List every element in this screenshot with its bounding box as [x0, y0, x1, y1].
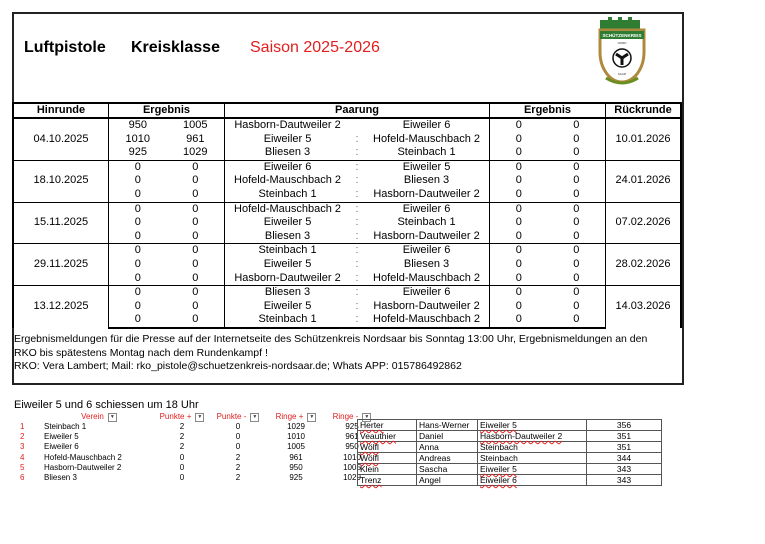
match-row — [13, 188, 681, 202]
rueck-score-away: 0 — [548, 174, 606, 188]
away-team: Hofeld-Mauschbach 2 — [364, 133, 490, 147]
hin-score-home: 1010 — [125, 132, 150, 145]
rings-minus: 1005 — [343, 462, 361, 472]
rings-plus: 1029 — [287, 422, 305, 431]
rueck-score-away: 0 — [548, 272, 606, 286]
hinrunde-date: 15.11.2025 — [13, 202, 109, 244]
points-minus: 2 — [235, 452, 241, 462]
match-row — [13, 313, 681, 328]
hin-score-away: 0 — [167, 202, 225, 216]
club-name: Steinbach 1 — [44, 422, 87, 431]
hin-score-home: 0 — [134, 229, 141, 242]
schedule-table — [12, 102, 682, 329]
rueck-score-home: 0 — [490, 160, 548, 174]
rings-minus: 925 — [345, 422, 359, 431]
hinrunde-date: 18.10.2025 — [13, 160, 109, 202]
pairing-separator: : — [355, 187, 359, 200]
rueck-score-away: 0 — [548, 118, 606, 133]
standings-row — [18, 442, 380, 452]
standings-header-row — [18, 412, 380, 422]
away-team: Eiweiler 6 — [364, 286, 490, 300]
rueck-score-home: 0 — [515, 119, 522, 131]
match-row — [13, 258, 681, 272]
hin-score-home: 950 — [128, 119, 147, 131]
home-team: Eiweiler 5 — [263, 132, 312, 145]
season-title: Saison 2025-2026 — [250, 39, 380, 56]
away-team: Hofeld-Mauschbach 2 — [364, 313, 490, 328]
rueckrunde-date: 14.03.2026 — [606, 286, 682, 328]
hin-score-home: 0 — [109, 160, 167, 174]
rank-number: 1 — [20, 422, 25, 431]
pairing-separator: : — [350, 313, 364, 328]
hin-score-home: 0 — [134, 174, 141, 187]
hin-score-away: 0 — [167, 216, 225, 230]
away-team: Bliesen 3 — [364, 258, 490, 272]
home-team: Hofeld-Mauschbach 2 — [225, 202, 351, 216]
away-team: Eiweiler 6 — [364, 118, 490, 133]
shooter-club: Steinbach — [478, 453, 587, 464]
col-paarung: Paarung — [225, 103, 490, 118]
hin-score-home: 0 — [134, 216, 141, 229]
shooters-table — [357, 419, 662, 486]
home-team: Bliesen 3 — [264, 229, 311, 242]
standings-row — [18, 432, 380, 442]
home-team: Steinbach 1 — [225, 313, 351, 328]
pairing-separator: : — [350, 202, 364, 216]
away-team: Bliesen 3 — [364, 174, 490, 188]
rueck-score-away: 0 — [548, 313, 606, 328]
shooter-score: 351 — [587, 442, 662, 453]
away-team: Steinbach 1 — [364, 216, 490, 230]
col-verein: Verein — [81, 412, 104, 422]
club-logo-icon — [596, 16, 648, 90]
hinrunde-date: 04.10.2025 — [13, 118, 109, 160]
shooter-row — [358, 453, 662, 464]
standings-row — [18, 453, 380, 463]
col-ringe-minus: Ringe - — [332, 412, 359, 422]
points-minus: 0 — [235, 442, 241, 452]
rueckrunde-date: 10.01.2026 — [606, 118, 682, 160]
rueck-score-away: 0 — [548, 133, 606, 147]
home-team: Bliesen 3 — [225, 286, 351, 300]
pairing-separator — [350, 118, 364, 133]
hin-score-away: 0 — [167, 174, 225, 188]
schedule-header-row — [13, 103, 681, 118]
hin-score-away: 0 — [167, 188, 225, 202]
match-row — [13, 202, 681, 216]
rank-number: 5 — [20, 462, 25, 472]
hin-score-away: 0 — [167, 300, 225, 314]
home-team: Steinbach 1 — [225, 244, 351, 258]
shooter-first-name: Daniel — [417, 431, 478, 442]
rank-number: 2 — [20, 432, 25, 442]
rings-minus: 961 — [345, 432, 359, 442]
shooter-score: 351 — [587, 431, 662, 442]
club-name: Hofeld-Mauschbach 2 — [44, 452, 122, 462]
club-name: Hasborn-Dautweiler 2 — [44, 462, 122, 472]
home-team: Hasborn-Dautweiler 2 — [234, 119, 341, 131]
pairing-separator: : — [350, 244, 364, 258]
shooter-score: 356 — [587, 420, 662, 431]
home-team: Eiweiler 5 — [263, 216, 312, 229]
shooter-row — [358, 420, 662, 431]
rueck-score-home: 0 — [515, 187, 522, 200]
away-team: Hasborn-Dautweiler 2 — [364, 188, 490, 202]
points-minus: 2 — [235, 473, 241, 483]
hin-score-home: 0 — [134, 257, 141, 270]
rank-number: 3 — [20, 442, 25, 452]
shooter-last-name: Herter — [358, 420, 417, 431]
hin-score-away: 0 — [167, 272, 225, 286]
col-punkte-plus: Punkte + — [159, 412, 192, 422]
points-plus: 2 — [179, 442, 185, 452]
shooter-first-name: Hans-Werner — [417, 420, 478, 431]
shooter-row — [358, 442, 662, 453]
rueck-score-home: 0 — [490, 313, 548, 328]
rings-minus: 1010 — [343, 452, 361, 462]
shooter-first-name: Anna — [417, 442, 478, 453]
hin-score-away: 1029 — [167, 146, 225, 160]
pairing-separator: : — [355, 174, 359, 187]
hin-score-home: 0 — [134, 271, 141, 284]
rueck-score-home: 0 — [515, 229, 522, 242]
discipline-title: Luftpistole — [24, 39, 106, 56]
home-team: Steinbach 1 — [258, 187, 317, 200]
shooter-first-name: Sascha — [417, 464, 478, 475]
shooter-club: Eiweiler 6 — [478, 475, 587, 486]
points-plus: 0 — [179, 473, 185, 483]
rueckrunde-date: 07.02.2026 — [606, 202, 682, 244]
points-plus: 2 — [179, 422, 185, 431]
hin-score-home: 0 — [109, 202, 167, 216]
match-row — [13, 160, 681, 174]
points-minus: 2 — [235, 462, 241, 472]
hin-score-home: 0 — [134, 187, 141, 200]
pairing-separator: : — [355, 216, 359, 229]
match-row — [13, 216, 681, 230]
col-ringe-plus: Ringe + — [275, 412, 304, 422]
match-row — [13, 118, 681, 133]
rueck-score-away: 0 — [548, 202, 606, 216]
rank-number: 4 — [20, 452, 25, 462]
shooter-last-name: Wölfl — [358, 453, 417, 464]
note-line-3: RKO: Vera Lambert; Mail: rko_pistole@schuetzenkreis-nordsaar.de; Whats APP: 015786492862 — [14, 360, 462, 372]
shooter-club: Steinbach — [478, 442, 587, 453]
col-ergebnis-rueck: Ergebnis — [490, 103, 606, 118]
pairing-separator: : — [350, 160, 364, 174]
match-row — [13, 230, 681, 244]
home-team: Hasborn-Dautweiler 2 — [234, 271, 341, 284]
hin-score-away: 961 — [167, 133, 225, 147]
rings-plus: 925 — [289, 473, 303, 483]
filter-dropdown-icon[interactable]: ▼ — [307, 413, 316, 422]
club-name: Eiweiler 6 — [44, 442, 79, 452]
rueck-score-home: 0 — [490, 244, 548, 258]
match-row — [13, 272, 681, 286]
logo-text: SCHÜTZENKREIS — [602, 33, 642, 38]
rueck-score-home: 0 — [490, 286, 548, 300]
class-title: Kreisklasse — [131, 39, 220, 56]
match-row — [13, 146, 681, 160]
away-team: Eiweiler 6 — [364, 244, 490, 258]
shooter-last-name: Veauthier — [358, 431, 417, 442]
pairing-separator: : — [355, 257, 359, 270]
col-punkte-minus: Punkte - — [216, 412, 247, 422]
rueck-score-home: 0 — [515, 132, 522, 145]
note-line-2: RKO bis spätestens Montag nach dem Rundenkampf ! — [14, 346, 268, 359]
pairing-separator: : — [350, 286, 364, 300]
match-row — [13, 300, 681, 314]
away-team: Hofeld-Mauschbach 2 — [364, 272, 490, 286]
rings-plus: 950 — [289, 462, 303, 472]
hin-score-home: 0 — [134, 299, 141, 312]
shooter-row — [358, 464, 662, 475]
away-team: Eiweiler 6 — [364, 202, 490, 216]
rueckrunde-date: 24.01.2026 — [606, 160, 682, 202]
filter-dropdown-icon[interactable]: ▼ — [250, 413, 259, 422]
home-team: Bliesen 3 — [264, 146, 311, 159]
hin-score-away: 0 — [167, 160, 225, 174]
match-row — [13, 244, 681, 258]
svg-text:SAAR: SAAR — [617, 72, 627, 76]
home-team: Hofeld-Mauschbach 2 — [234, 174, 342, 187]
match-row — [13, 286, 681, 300]
hin-score-home: 0 — [109, 244, 167, 258]
standings-table — [18, 412, 380, 483]
rank-number: 6 — [20, 473, 25, 483]
rueck-score-home: 0 — [515, 271, 522, 284]
rueck-score-away: 0 — [548, 258, 606, 272]
rueck-score-away: 0 — [548, 160, 606, 174]
shooter-last-name: Klein — [358, 464, 417, 475]
club-name: Bliesen 3 — [44, 473, 77, 483]
col-rueckrunde: Rückrunde — [606, 103, 682, 118]
hin-score-away: 0 — [167, 230, 225, 244]
shooter-club: Hasborn-Dautweiler 2 — [478, 431, 587, 442]
standings-row — [18, 463, 380, 473]
pairing-separator: : — [355, 299, 359, 312]
rings-plus: 961 — [289, 452, 303, 462]
filter-dropdown-icon[interactable]: ▼ — [195, 413, 204, 422]
rueck-score-home: 0 — [515, 257, 522, 270]
points-plus: 0 — [179, 452, 185, 462]
hin-score-away: 0 — [167, 258, 225, 272]
rueck-score-away: 0 — [548, 188, 606, 202]
away-team: Eiweiler 5 — [364, 160, 490, 174]
schedule-remark: Eiweiler 5 und 6 schiessen um 18 Uhr — [14, 399, 199, 411]
svg-text:NORD: NORD — [617, 41, 627, 45]
note-line-1: Ergebnismeldungen für die Presse auf der Internetseite des Schützenkreis Nordsaar bis Sonntag 13:00 Uhr, Ergebnismeldungen an den — [14, 333, 648, 345]
col-ergebnis-hin: Ergebnis — [109, 103, 225, 118]
away-team: Hasborn-Dautweiler 2 — [364, 230, 490, 244]
shooter-row — [358, 475, 662, 486]
hin-score-home: 0 — [109, 313, 167, 328]
rueck-score-away: 0 — [548, 230, 606, 244]
rueck-score-home: 0 — [490, 202, 548, 216]
rings-plus: 1005 — [287, 442, 305, 452]
pairing-separator: : — [355, 132, 359, 145]
rings-minus: 1029 — [343, 473, 361, 483]
shooter-row — [358, 431, 662, 442]
hin-score-home: 0 — [109, 286, 167, 300]
rueck-score-away: 0 — [548, 244, 606, 258]
rueck-score-home: 0 — [515, 146, 522, 159]
standings-row — [18, 473, 380, 483]
club-name: Eiweiler 5 — [44, 432, 79, 442]
hin-score-away: 0 — [167, 244, 225, 258]
rueck-score-home: 0 — [515, 299, 522, 312]
hin-score-away: 1005 — [167, 118, 225, 133]
rueck-score-away: 0 — [548, 216, 606, 230]
hin-score-home: 925 — [128, 146, 147, 159]
pairing-separator: : — [355, 271, 359, 284]
away-team: Steinbach 1 — [364, 146, 490, 160]
points-plus: 0 — [179, 462, 185, 472]
pairing-separator: : — [355, 146, 359, 159]
home-team: Eiweiler 5 — [263, 257, 312, 270]
pairing-separator: : — [355, 229, 359, 242]
rueck-score-away: 0 — [548, 286, 606, 300]
shooter-score: 343 — [587, 464, 662, 475]
home-team: Eiweiler 6 — [225, 160, 351, 174]
hin-score-away: 0 — [167, 313, 225, 328]
rueck-score-home: 0 — [515, 216, 522, 229]
filter-dropdown-icon[interactable]: ▼ — [362, 413, 371, 422]
rueck-score-home: 0 — [515, 174, 522, 187]
rueckrunde-date: 28.02.2026 — [606, 244, 682, 286]
shooter-score: 344 — [587, 453, 662, 464]
points-minus: 0 — [235, 422, 241, 431]
shooter-first-name: Andreas — [417, 453, 478, 464]
rings-plus: 1010 — [287, 432, 305, 442]
shooter-club: Eiweiler 5 — [478, 420, 587, 431]
filter-dropdown-icon[interactable]: ▼ — [108, 413, 117, 422]
home-team: Eiweiler 5 — [263, 299, 312, 312]
hin-score-away: 0 — [167, 286, 225, 300]
col-hinrunde: Hinrunde — [13, 103, 109, 118]
shooter-last-name: Trenz — [358, 475, 417, 486]
rueck-score-away: 0 — [548, 300, 606, 314]
standings-row — [18, 422, 380, 432]
match-row — [13, 133, 681, 147]
notes-block — [14, 333, 682, 374]
rings-minus: 950 — [345, 442, 359, 452]
shooter-first-name: Angel — [417, 475, 478, 486]
rueck-score-away: 0 — [548, 146, 606, 160]
match-row — [13, 174, 681, 188]
shooter-last-name: Wölfl — [358, 442, 417, 453]
hinrunde-date: 29.11.2025 — [13, 244, 109, 286]
shooter-club: Eiweiler 5 — [478, 464, 587, 475]
hinrunde-date: 13.12.2025 — [13, 286, 109, 328]
points-minus: 0 — [235, 432, 241, 442]
away-team: Hasborn-Dautweiler 2 — [364, 300, 490, 314]
points-plus: 2 — [179, 432, 185, 442]
shooter-score: 343 — [587, 475, 662, 486]
